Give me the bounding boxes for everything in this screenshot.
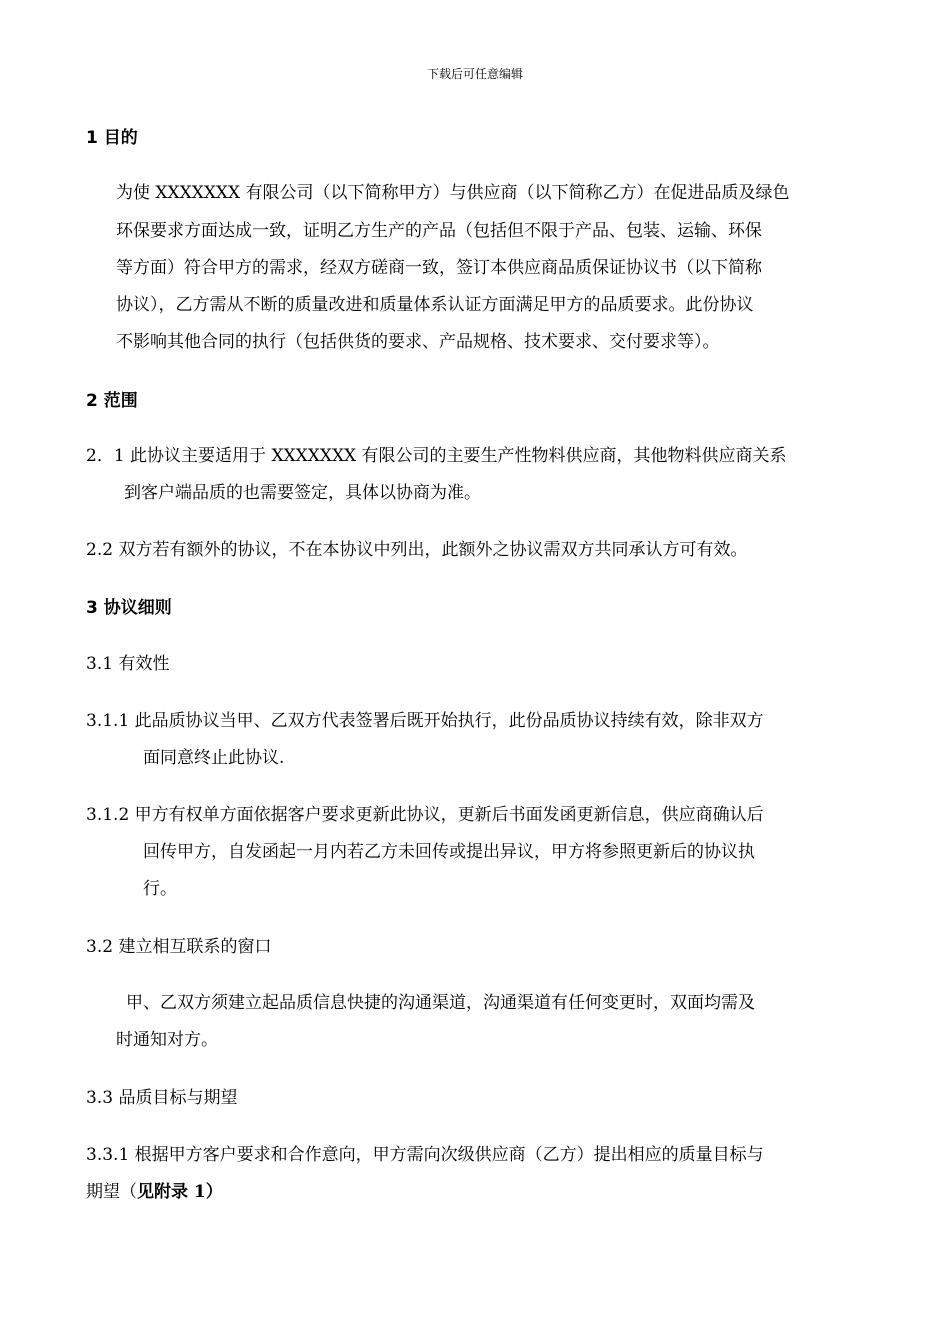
purpose-line-1: 为使 XXXXXXX 有限公司（以下简称甲方）与供应商（以下简称乙方）在促进品质及绿色 (116, 183, 790, 203)
section-3-1-1-line-1: 3.1.1 此品质协议当甲、乙双方代表签署后既开始执行，此份品质协议持续有效，除非双方 (86, 711, 764, 731)
section-3-3: 3.3 品质目标与期望 (86, 1088, 238, 1108)
appendix-reference: 见附录 1 (137, 1182, 206, 1202)
section-3-2-body-line-2: 时通知对方。 (116, 1030, 218, 1050)
purpose-line-2: 环保要求方面达成一致，证明乙方生产的产品（包括但不限于产品、包装、运输、环保 (116, 221, 762, 241)
section-3-1-2-line-1: 3.1.2 甲方有权单方面依据客户要求更新此协议，更新后书面发函更新信息，供应商确认后 (86, 805, 764, 825)
heading-scope: 2 范围 (86, 391, 138, 411)
header-note: 下载后可任意编辑 (426, 67, 523, 81)
section-3-3-1-text: 期望（ (86, 1182, 137, 1202)
section-3-1: 3.1 有效性 (86, 654, 170, 674)
purpose-line-3: 等方面）符合甲方的需求，经双方磋商一致，签订本供应商品质保证协议书（以下简称 (116, 258, 762, 278)
heading-rules: 3 协议细则 (86, 598, 172, 618)
section-3-1-2-line-2: 回传甲方，自发函起一月内若乙方未回传或提出异议，甲方将参照更新后的协议执 (143, 842, 755, 862)
heading-purpose: 1 目的 (86, 128, 138, 148)
section-3-1-2-line-3: 行。 (143, 879, 177, 899)
section-3-3-1-line-2 (86, 1180, 223, 1204)
purpose-line-5: 不影响其他合同的执行（包括供货的要求、产品规格、技术要求、交付要求等）。 (116, 332, 720, 352)
scope-2-1-line-1: 2．1 此协议主要适用于 XXXXXXX 有限公司的主要生产性物料供应商，其他物料供应商关系 (86, 446, 787, 466)
scope-2-2: 2.2 双方若有额外的协议，不在本协议中列出，此额外之协议需双方共同承认方可有效。 (86, 540, 748, 560)
section-3-3-1-line-1: 3.3.1 根据甲方客户要求和合作意向，甲方需向次级供应商（乙方）提出相应的质量目标与 (86, 1145, 764, 1165)
appendix-close-paren: ） (205, 1182, 223, 1202)
section-3-2-body-line-1: 甲、乙双方须建立起品质信息快捷的沟通渠道，沟通渠道有任何变更时，双面均需及 (126, 993, 755, 1013)
section-3-1-1-line-2: 面同意终止此协议. (143, 748, 285, 768)
scope-2-1-line-2: 到客户端品质的也需要签定，具体以协商为准。 (124, 483, 481, 503)
purpose-line-4: 协议），乙方需从不断的质量改进和质量体系认证方面满足甲方的品质要求。此份协议 (116, 295, 754, 315)
section-3-2: 3.2 建立相互联系的窗口 (86, 937, 272, 957)
